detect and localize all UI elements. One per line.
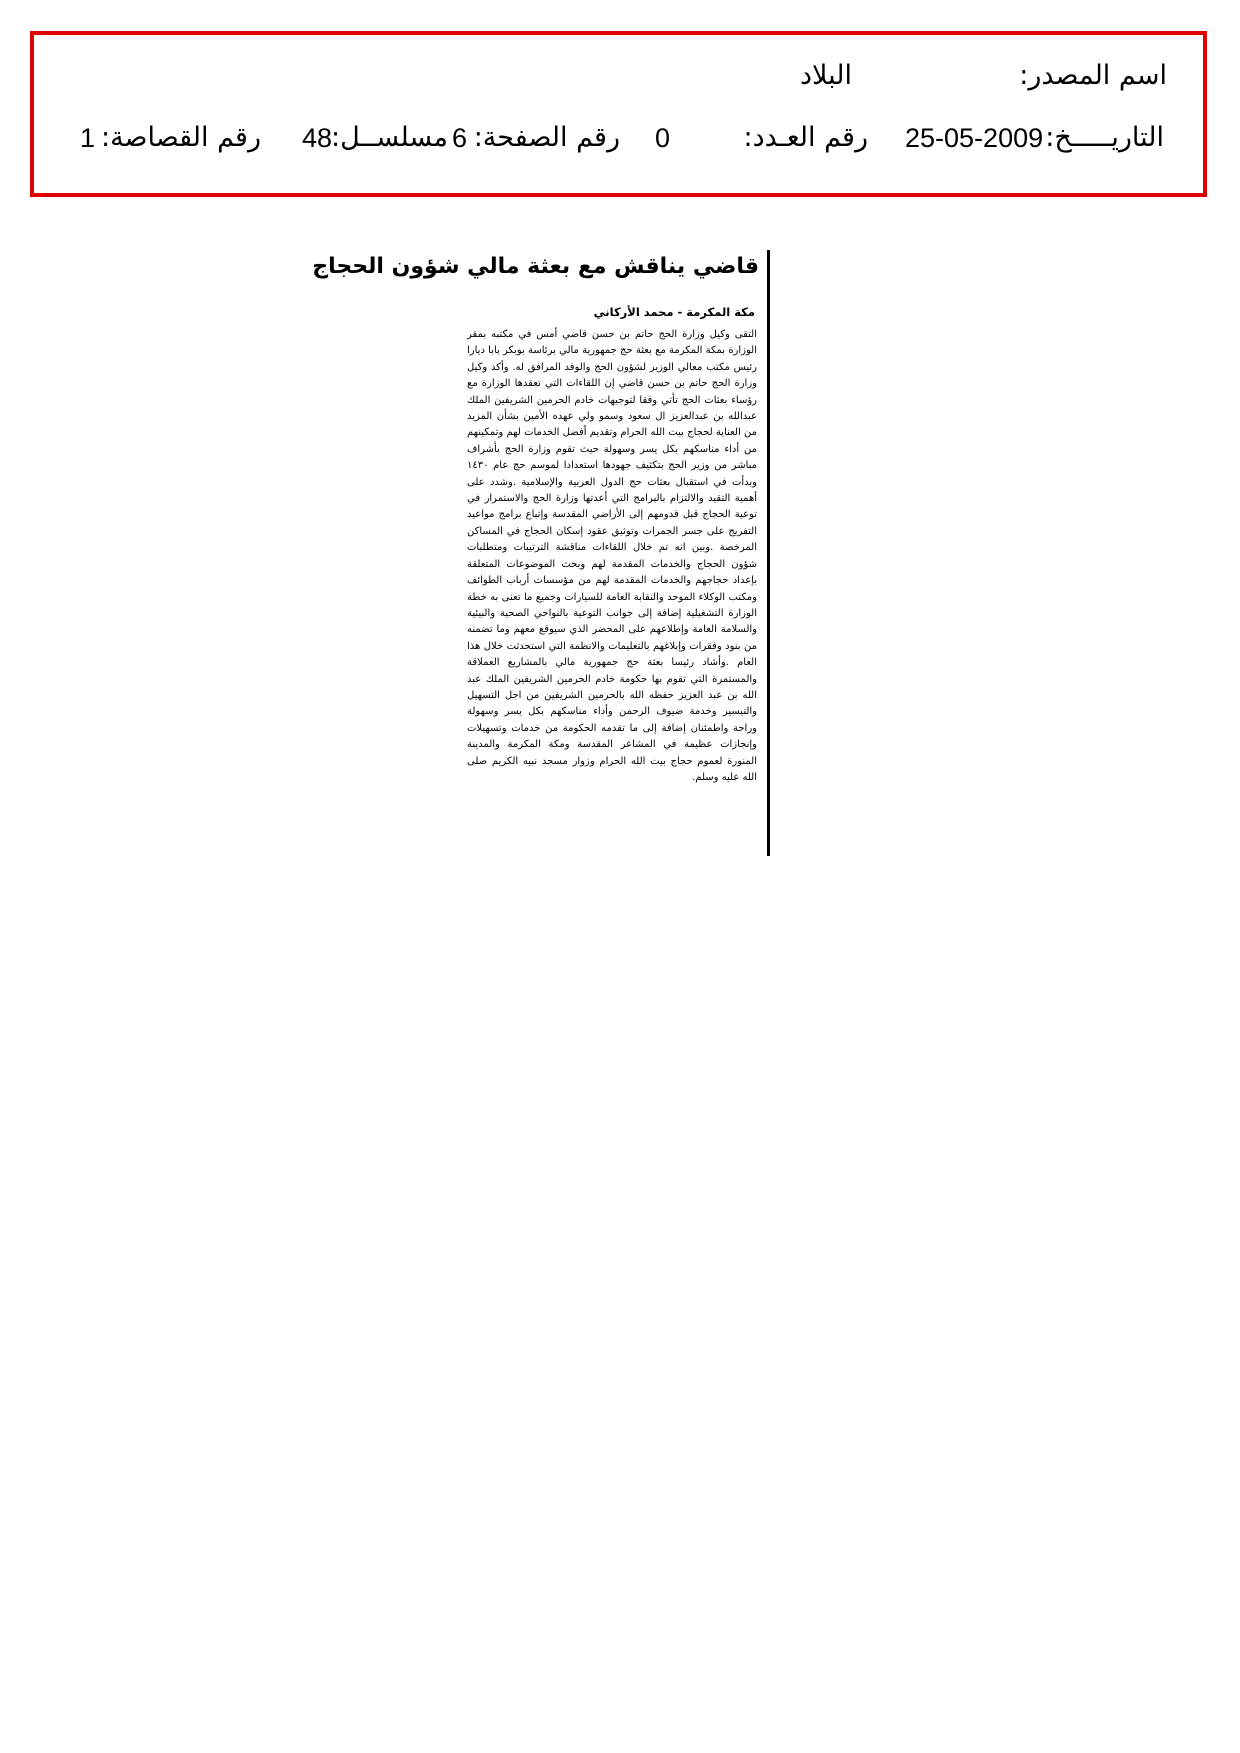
article-byline: مكة المكرمة - محمد الأركاني [593,305,755,319]
date-value: 25-05-2009 [905,123,1044,153]
article-body: التقى وكيل وزارة الحج حاتم بن حسن قاضي أمس في مكتبه بمقر الوزارة بمكة المكرمة مع بعثة حج جمهورية مالي برئاسة بوبكر بابا ديارا رئيس مكتب معالي الوزير لشؤون الحج والوفد المرافق له. وأكد وكيل وزارة الحج حاتم بن حسن قاضي إن اللقاءات التي تعقدها الوزارة مع رؤساء بعثات الحج تأتي وفقا لتوجيهات خادم الحرمين الشريفين الملك عبدالله بن عبدالعزيز ال سعود وسمو ولي عهده الأمين بشأن المزيد من العناية لحجاج بيت الله الحرام وتقديم أفضل الخدمات لهم وتمكينهم من أداء مناسكهم بكل يسر وسهولة حيث تقوم وزارة الحج بأشراف مباشر من وزير الحج بتكثيف جهودها استعدادا لموسم حج عام ١٤٣٠ وبدأت في استقبال بعثات حج الدول العربية والإسلامية .وشدد على أهمية التقيد والالتزام بالبرامج التي أعدتها وزارة الحج والاستمرار في توعية الحجاج قبل قدومهم إلى الأراضي المقدسة وإتباع برامج مواعيد التفريج على جسر الجمرات وتوثيق عقود إسكان الحجاج في المساكن المرخصة .وبين انه تم خلال اللقاءات مناقشة الترتيبات ومتطلبات شؤون الحجاج والخدمات المقدمة لهم وبحث الموضوعات المتعلقة بإعداد حجاجهم والخدمات المقدمة لهم من مؤسسات أرباب الطوائف ومكتب الوكلاء الموحد والنقابة العامة للسيارات وجميع ما تعنى به خطة الوزارة التشغيلية إضافة إلى جوانب التوعية بالنواحي الصحية والبيئية والسلامة العامة وإطلاعهم على المحضر الذي سيوقع معهم وما تضمنه من بنود وفقرات وإبلاغهم بالتعليمات والانظمة التي استحدثت خلال هذا العام .وأشاد رئيسا بعثة حج جمهورية مالي بالمشاريع العملاقة والمستمرة التي تقوم بها حكومة خادم الحرمين الشريفين الملك عبد الله بن عبد العزيز حفظه الله بالحرمين الشريفين من اجل التسهيل والتيسير وخدمة ضيوف الرحمن وأداء مناسكهم بكل يسر وسهولة وراحة واطمئنان إضافة إلى ما تقدمه الحكومة من خدمات وتسهيلات وإنجازات عظيمة في المشاعر المقدسة ومكة المكرمة والمدينة المنورة لعموم حجاج بيت الله الحرام وزوار مسجد نبيه الكريم صلى الله عليه وسلم. [467,329,757,783]
issue-value: 0 [655,123,671,153]
clip-value: 1 [80,123,96,153]
article-headline: قاضي يناقش مع بعثة مالي شؤون الحجاج [312,254,759,279]
issue-label: رقم العـدد: [743,122,868,153]
column-rule [767,250,770,856]
serial-value: 48 [302,123,333,153]
date-label: التاريـــــخ: [1045,122,1164,153]
page-value: 6 [452,123,468,153]
serial-label: مسلســل: [331,122,448,153]
page-label: رقم الصفحة: [473,122,620,153]
metadata-frame [30,31,1207,197]
source-value: البلاد [799,60,852,91]
clip-label: رقم القصاصة: [100,122,261,153]
source-label: اسم المصدر: [1019,60,1167,91]
newspaper-clipping [312,250,769,850]
